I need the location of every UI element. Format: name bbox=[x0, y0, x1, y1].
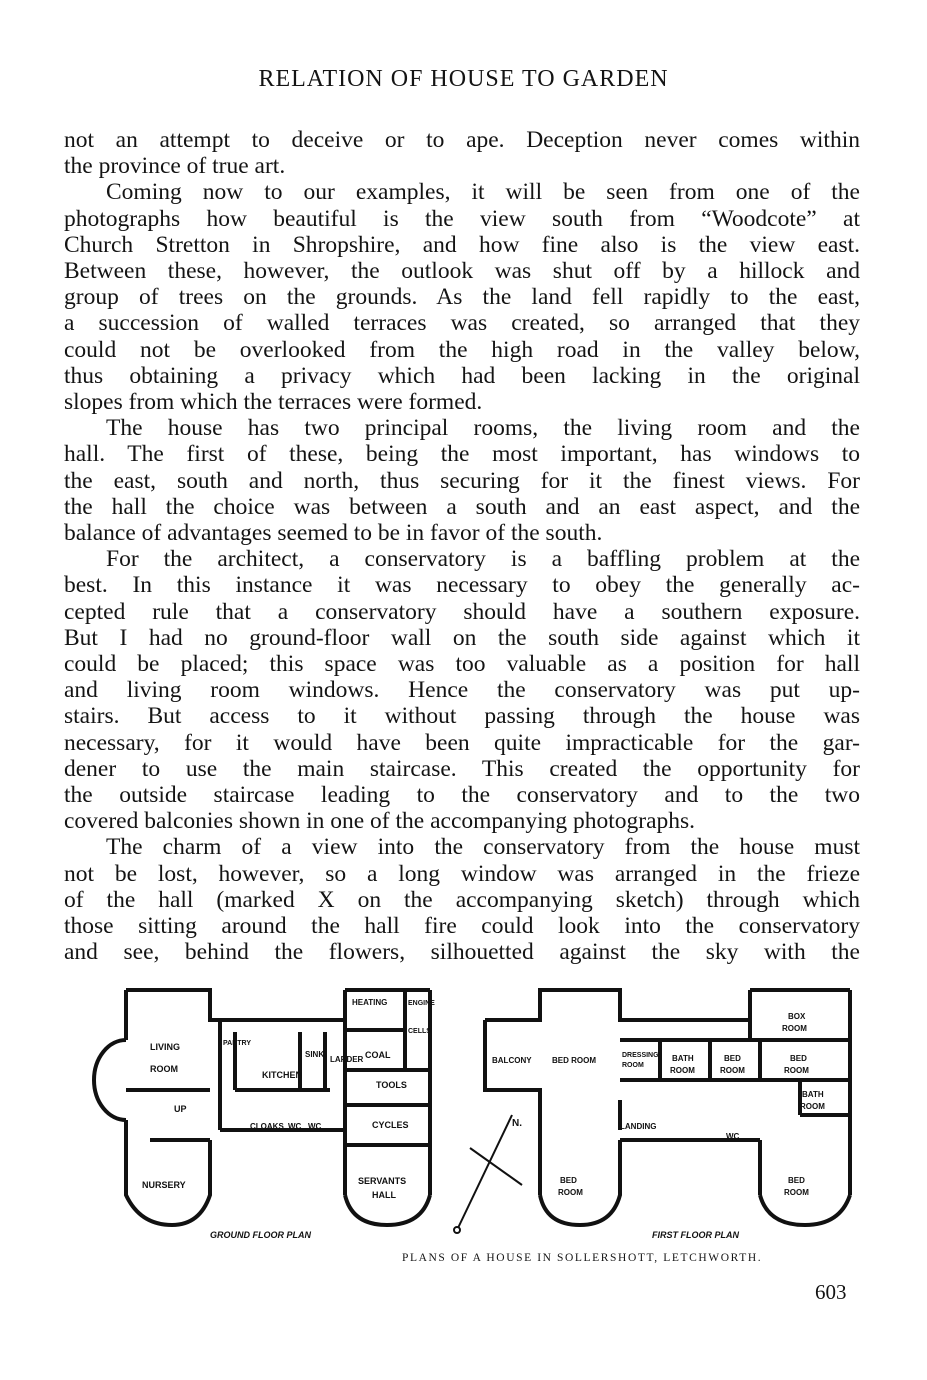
label-tools: TOOLS bbox=[376, 1080, 407, 1090]
label-bed: BED bbox=[560, 1176, 577, 1185]
compass-tail bbox=[454, 1227, 460, 1233]
label-pantry: PANTRY bbox=[223, 1040, 251, 1047]
ff-bay bbox=[760, 1195, 850, 1225]
text-line: best. In this instance it was necessary to obey the generally ac- bbox=[64, 572, 860, 599]
page-number: 603 bbox=[815, 1280, 847, 1304]
floor-plans-figure bbox=[60, 980, 860, 1250]
label-living-room: ROOM bbox=[150, 1064, 178, 1074]
gf-living-bay-window bbox=[94, 1040, 126, 1120]
compass-north-label: N. bbox=[512, 1118, 522, 1129]
text-line: a succession of walled terraces was created, so arranged that they bbox=[64, 310, 860, 337]
text-line: dener to use the main staircase. This created the opportunity for bbox=[64, 755, 860, 782]
text-line: The house has two principal rooms, the living room and the bbox=[106, 415, 860, 442]
ff-wall bbox=[485, 990, 750, 1020]
text-line: not an attempt to deceive or to ape. Deception never comes within bbox=[64, 127, 860, 153]
text-line: balance of advantages seemed to be in favor of the south. bbox=[64, 520, 603, 547]
label-bath-room: ROOM bbox=[670, 1066, 695, 1075]
label-living: LIVING bbox=[150, 1042, 181, 1052]
ff-bay bbox=[540, 1140, 620, 1225]
text-line: covered balconies shown in one of the accompanying photographs. bbox=[64, 808, 696, 835]
label-cloaks: CLOAKS bbox=[250, 1122, 284, 1131]
text-line: Coming now to our examples, it will be seen from one of the bbox=[106, 179, 860, 206]
label-bed: BED bbox=[724, 1054, 741, 1063]
floor-plans-drawing bbox=[60, 980, 860, 1250]
label-dressing: DRESSING bbox=[622, 1052, 659, 1059]
label-up: UP bbox=[174, 1104, 187, 1114]
text-line: could be placed; this space was too valuable as a position for hall bbox=[64, 651, 860, 678]
label-wc: WC bbox=[726, 1132, 740, 1141]
body-text bbox=[64, 127, 860, 966]
text-line: hall. The first of these, being the most important, has windows to bbox=[64, 441, 860, 468]
compass-cross bbox=[470, 1148, 522, 1185]
label-wc: WC bbox=[308, 1122, 322, 1131]
text-line: of the hall (marked X on the accompanying sketch) through which bbox=[64, 886, 860, 913]
text-line: cepted rule that a conservatory should have a southern exposure. bbox=[64, 598, 860, 625]
text-line: the hall the choice was between a south and an east aspect, and the bbox=[64, 493, 860, 520]
label-cells: CELLS bbox=[408, 1028, 431, 1035]
ground-floor-plan-title: GROUND FLOOR PLAN bbox=[210, 1230, 311, 1240]
text-line: not be lost, however, so a long window was arranged in the frieze bbox=[64, 860, 860, 887]
text-line: slopes from which the terraces were formed. bbox=[64, 389, 483, 416]
text-line: those sitting around the hall fire could look into the conservatory bbox=[64, 913, 860, 940]
text-line: and living room windows. Hence the conservatory was put up- bbox=[64, 677, 860, 704]
label-bath: BATH bbox=[802, 1090, 824, 1099]
text-line: The charm of a view into the conservatory from the house must bbox=[106, 834, 860, 861]
first-floor-plan-title: FIRST FLOOR PLAN bbox=[652, 1230, 739, 1240]
ff-wall bbox=[485, 1020, 540, 1195]
text-line: necessary, for it would have been quite impracticable for the gar- bbox=[64, 729, 860, 756]
label-bath: BATH bbox=[672, 1054, 694, 1063]
label-bath-room: ROOM bbox=[800, 1102, 825, 1111]
label-dressing-room: ROOM bbox=[622, 1062, 644, 1069]
label-kitchen: KITCHEN bbox=[262, 1070, 302, 1080]
label-bed-room: BED ROOM bbox=[552, 1056, 596, 1065]
text-line: could not be overlooked from the high road in the valley below, bbox=[64, 336, 860, 363]
label-coal: COAL bbox=[365, 1050, 391, 1060]
text-line: Between these, however, the outlook was shut off by a hillock and bbox=[64, 258, 860, 285]
compass bbox=[454, 1115, 522, 1233]
text-line: and see, behind the flowers, silhouetted against the sky with the bbox=[64, 939, 860, 966]
label-bed-room: ROOM bbox=[784, 1066, 809, 1075]
label-bed: BED bbox=[788, 1176, 805, 1185]
label-bed: BED bbox=[790, 1054, 807, 1063]
label-servants-hall: HALL bbox=[372, 1190, 396, 1200]
label-bed-room: ROOM bbox=[784, 1188, 809, 1197]
label-sink: SINK bbox=[305, 1050, 325, 1059]
text-line: the east, south and north, thus securing for it the finest views. For bbox=[64, 467, 860, 494]
label-bed-room: ROOM bbox=[720, 1066, 745, 1075]
label-balcony: BALCONY bbox=[492, 1056, 532, 1065]
text-line: For the architect, a conservatory is a baffling problem at the bbox=[106, 546, 860, 573]
label-nursery: NURSERY bbox=[142, 1180, 186, 1190]
label-box: BOX bbox=[788, 1012, 806, 1021]
label-larder: LARDER bbox=[330, 1055, 364, 1064]
text-line: stairs. But access to it without passing through the house was bbox=[64, 703, 860, 730]
label-box-room: ROOM bbox=[782, 1024, 807, 1033]
text-line: group of trees on the grounds. As the land fell rapidly to the east, bbox=[64, 284, 860, 311]
label-heating: HEATING bbox=[352, 998, 388, 1007]
label-servants: SERVANTS bbox=[358, 1176, 407, 1186]
running-header: RELATION OF HOUSE TO GARDEN bbox=[258, 66, 669, 92]
label-cycles: CYCLES bbox=[372, 1120, 409, 1130]
label-bed-room: ROOM bbox=[558, 1188, 583, 1197]
label-wc: WC bbox=[288, 1122, 302, 1131]
text-line: Church Stretton in Shropshire, and how fine also is the view east. bbox=[64, 231, 860, 258]
text-line: thus obtaining a privacy which had been lacking in the original bbox=[64, 362, 860, 389]
figure-caption: PLANS OF A HOUSE IN SOLLERSHOTT, LETCHWORTH. bbox=[402, 1252, 763, 1264]
text-line: the outside staircase leading to the conservatory and to the two bbox=[64, 782, 860, 809]
gf-wall bbox=[126, 990, 220, 1130]
label-landing: LANDING bbox=[620, 1122, 657, 1131]
text-line: But I had no ground-floor wall on the south side against which it bbox=[64, 624, 860, 651]
text-line: the province of true art. bbox=[64, 153, 286, 180]
label-engine: ENGINE bbox=[408, 1000, 435, 1007]
text-line: photographs how beautiful is the view south from “Woodcote” at bbox=[64, 205, 860, 232]
